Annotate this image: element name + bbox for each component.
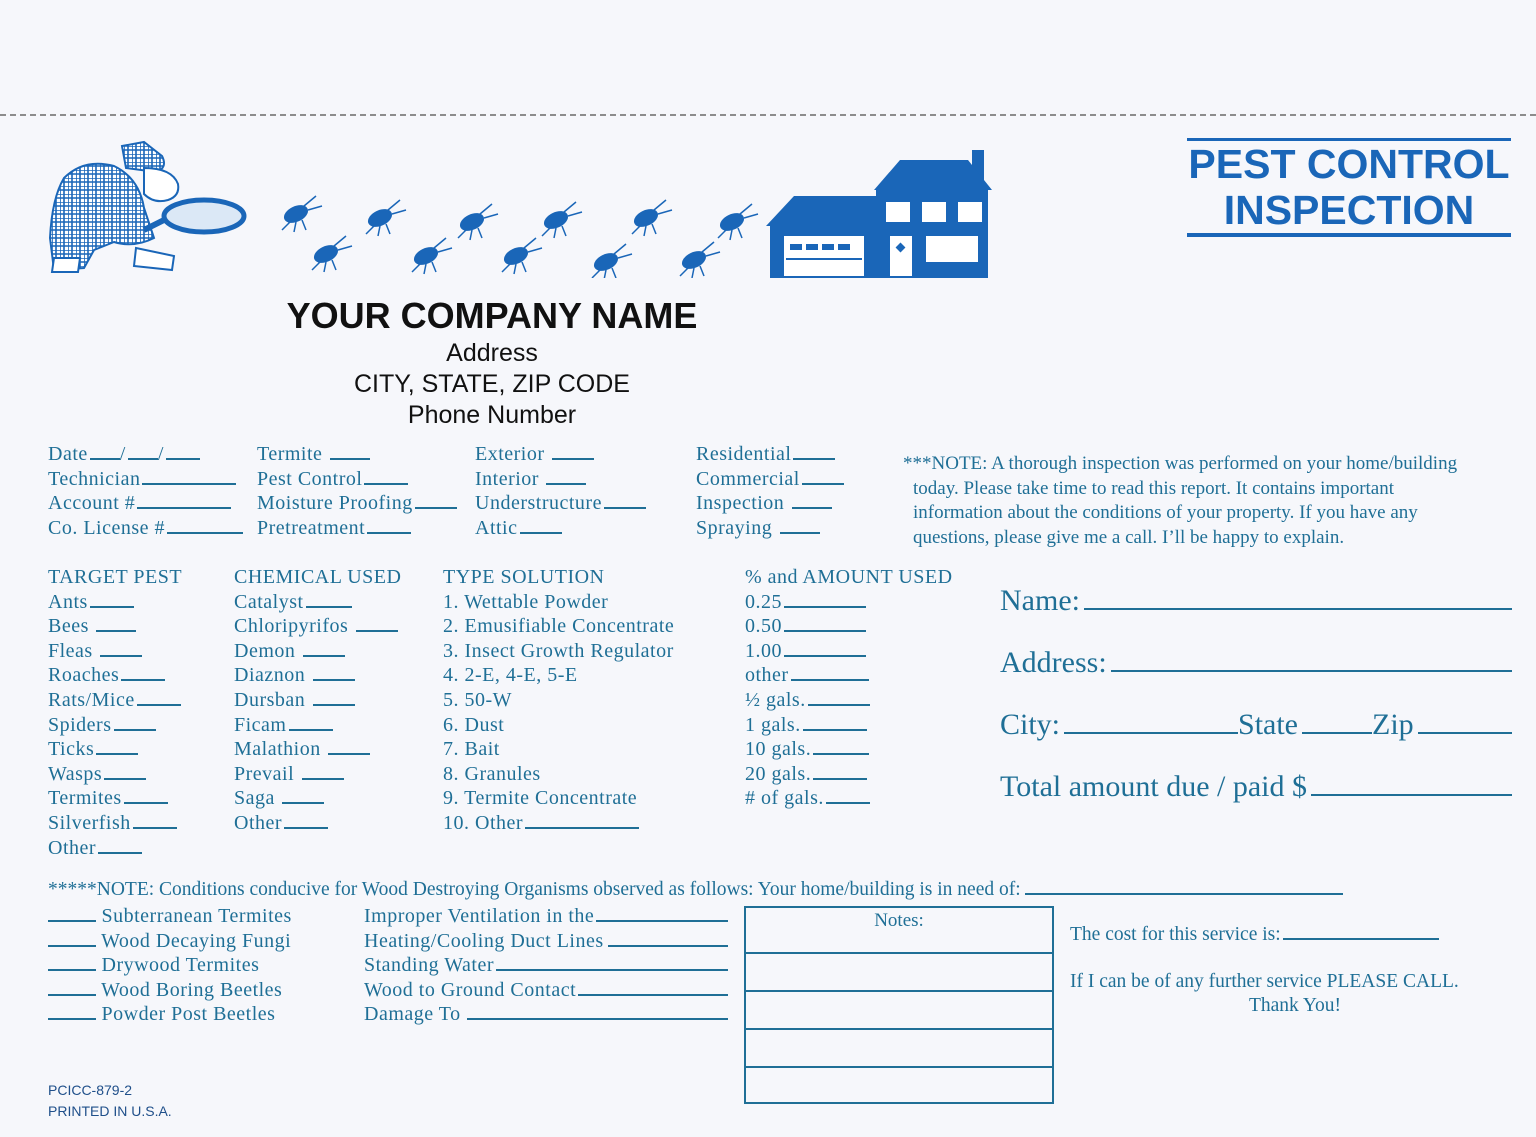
account-label: Account # xyxy=(48,492,136,515)
city-field[interactable] xyxy=(1064,732,1238,734)
wdo-note-text: *****NOTE: Conditions conducive for Wood Destroying Organisms observed as follows: Your home/building is in need of: xyxy=(48,879,1021,900)
state-field[interactable] xyxy=(1302,732,1372,734)
amount-item: 1.00 xyxy=(745,639,953,664)
notes-line[interactable] xyxy=(746,1068,1052,1104)
notes-line[interactable] xyxy=(746,954,1052,992)
note-line: information about the conditions of your property. If you have any xyxy=(913,502,1418,524)
solution-item: 10. Other xyxy=(443,811,674,836)
service-type-column xyxy=(257,442,457,540)
target-pest-column xyxy=(48,565,182,860)
footer-printed: PRINTED IN U.S.A. xyxy=(48,1103,172,1119)
target-pest-heading: TARGET PEST xyxy=(48,566,183,588)
solution-item: 9. Termite Concentrate xyxy=(443,787,638,810)
amount-item: 1 gals. xyxy=(745,713,953,738)
pest-item: Spiders xyxy=(48,713,182,738)
chemical-item: Malathion xyxy=(234,737,401,762)
pest-item: Fleas xyxy=(48,639,182,664)
amount-item: other xyxy=(745,663,953,688)
service-type-item: Termite xyxy=(257,443,323,465)
amount-item: # of gals. xyxy=(745,786,953,811)
pest-item: Other xyxy=(48,836,182,861)
solution-item: 8. Granules xyxy=(443,762,541,785)
organism-item: Wood Decaying Fungi xyxy=(48,929,292,954)
pest-item: Rats/Mice xyxy=(48,688,182,713)
technician-label: Technician xyxy=(48,467,141,490)
name-field[interactable] xyxy=(1084,608,1512,610)
further-service xyxy=(1070,970,1520,1018)
pest-item: Ants xyxy=(48,590,182,615)
notes-line[interactable] xyxy=(746,1030,1052,1068)
pest-item: Bees xyxy=(48,614,182,639)
area-item: Understructure xyxy=(475,492,602,515)
state-label: State xyxy=(1238,708,1299,741)
chemical-item: Prevail xyxy=(234,762,401,787)
solution-item: 2. Emusifiable Concentrate xyxy=(443,615,675,638)
type-solution-heading: TYPE SOLUTION xyxy=(443,566,605,588)
chemical-item: Diaznon xyxy=(234,663,401,688)
detective-illustration xyxy=(44,138,250,280)
property-column xyxy=(696,442,844,540)
pest-item: Termites xyxy=(48,786,182,811)
amount-item: ½ gals. xyxy=(745,688,953,713)
total-field[interactable] xyxy=(1311,794,1512,796)
area-item: Exterior xyxy=(475,443,545,465)
property-item: Commercial xyxy=(696,467,800,490)
zip-field[interactable] xyxy=(1418,732,1512,734)
footer-code: PCICC-879-2 xyxy=(48,1082,133,1098)
property-item: Inspection xyxy=(696,492,785,515)
address-field[interactable] xyxy=(1111,670,1512,672)
amount-item: 10 gals. xyxy=(745,737,953,762)
amount-used-column xyxy=(745,565,953,811)
service-type-item: Pest Control xyxy=(257,467,363,490)
note-line: questions, please give me a call. I’ll be happy to explain. xyxy=(913,526,1345,548)
area-item: Attic xyxy=(475,516,518,539)
company-phone: Phone Number xyxy=(407,401,577,429)
organism-item: Powder Post Beetles xyxy=(48,1002,292,1027)
footer xyxy=(48,1080,172,1122)
company-block xyxy=(272,294,712,431)
condition-item: Heating/Cooling Duct Lines xyxy=(364,929,728,954)
condition-item: Damage To xyxy=(364,1002,728,1027)
amount-item: 0.50 xyxy=(745,614,953,639)
organism-item: Wood Boring Beetles xyxy=(48,978,292,1003)
name-label: Name: xyxy=(1000,584,1080,617)
notes-label: Notes: xyxy=(746,908,1052,954)
date-label: Date xyxy=(48,443,88,465)
service-type-item: Moisture Proofing xyxy=(257,492,413,515)
service-type-item: Pretreatment xyxy=(257,516,366,539)
solution-item: 5. 50-W xyxy=(443,688,513,711)
thank-you: Thank You! xyxy=(1248,995,1342,1016)
condition-item: Wood to Ground Contact xyxy=(364,978,728,1003)
conditions-column xyxy=(364,904,728,1027)
condition-item: Improper Ventilation in the xyxy=(364,904,728,929)
area-column xyxy=(475,442,646,540)
solution-item: 3. Insect Growth Regulator xyxy=(443,639,674,662)
chemical-item: Saga xyxy=(234,786,401,811)
pest-item: Wasps xyxy=(48,762,182,787)
cost-label: The cost for this service is: xyxy=(1070,924,1281,945)
title-line-1: PEST CONTROL xyxy=(1188,141,1510,187)
license-label: Co. License # xyxy=(48,516,166,539)
area-item: Interior xyxy=(475,467,539,490)
company-name: YOUR COMPANY NAME xyxy=(286,295,698,336)
solution-item: 6. Dust xyxy=(443,713,505,736)
note-line: ***NOTE: A thorough inspection was performed on your home/building xyxy=(903,453,1458,474)
property-item: Residential xyxy=(696,443,792,465)
chemical-item: Demon xyxy=(234,639,401,664)
tear-line xyxy=(0,114,1536,116)
amount-item: 0.25 xyxy=(745,590,953,615)
customer-block xyxy=(1000,584,1512,832)
organism-item: Drywood Termites xyxy=(48,953,292,978)
company-city: CITY, STATE, ZIP CODE xyxy=(354,370,630,398)
chemical-item: Chloripyrifos xyxy=(234,614,401,639)
condition-item: Standing Water xyxy=(364,953,728,978)
chemical-item: Ficam xyxy=(234,713,401,738)
pest-item: Roaches xyxy=(48,663,182,688)
total-label: Total amount due / paid $ xyxy=(1000,770,1308,803)
solution-item: 1. Wettable Powder xyxy=(443,590,609,613)
amount-item: 20 gals. xyxy=(745,762,953,787)
info-column: Date / / Technician Account # Co. License # xyxy=(48,442,243,540)
notes-line[interactable] xyxy=(746,992,1052,1030)
wdo-note xyxy=(48,878,1343,902)
form-title xyxy=(1187,138,1511,236)
further-line-1: If I can be of any further service PLEASE CALL. xyxy=(1070,971,1459,992)
pest-item: Ticks xyxy=(48,737,182,762)
chemical-item: Catalyst xyxy=(234,590,401,615)
amount-heading: % and AMOUNT USED xyxy=(745,566,953,588)
company-address: Address xyxy=(446,339,538,367)
zip-label: Zip xyxy=(1372,708,1414,741)
chemical-heading: CHEMICAL USED xyxy=(234,566,402,588)
notes-box[interactable] xyxy=(744,906,1054,1104)
type-solution-column xyxy=(443,565,674,836)
house-illustration xyxy=(764,148,994,280)
inspection-note xyxy=(903,452,1457,550)
organisms-column xyxy=(48,904,292,1027)
title-line-2: INSPECTION xyxy=(1187,187,1511,237)
bugs-illustration xyxy=(266,192,762,278)
pest-item: Silverfish xyxy=(48,811,182,836)
address-label: Address: xyxy=(1000,646,1107,679)
property-item: Spraying xyxy=(696,516,773,539)
cost-line xyxy=(1070,924,1439,946)
solution-item: 7. Bait xyxy=(443,738,500,761)
chemical-item: Other xyxy=(234,811,401,836)
note-line: today. Please take time to read this report. It contains important xyxy=(913,477,1395,499)
chemical-used-column xyxy=(234,565,401,836)
city-label: City: xyxy=(1000,708,1061,741)
organism-item: Subterranean Termites xyxy=(48,904,292,929)
solution-item: 4. 2-E, 4-E, 5-E xyxy=(443,664,578,687)
chemical-item: Dursban xyxy=(234,688,401,713)
